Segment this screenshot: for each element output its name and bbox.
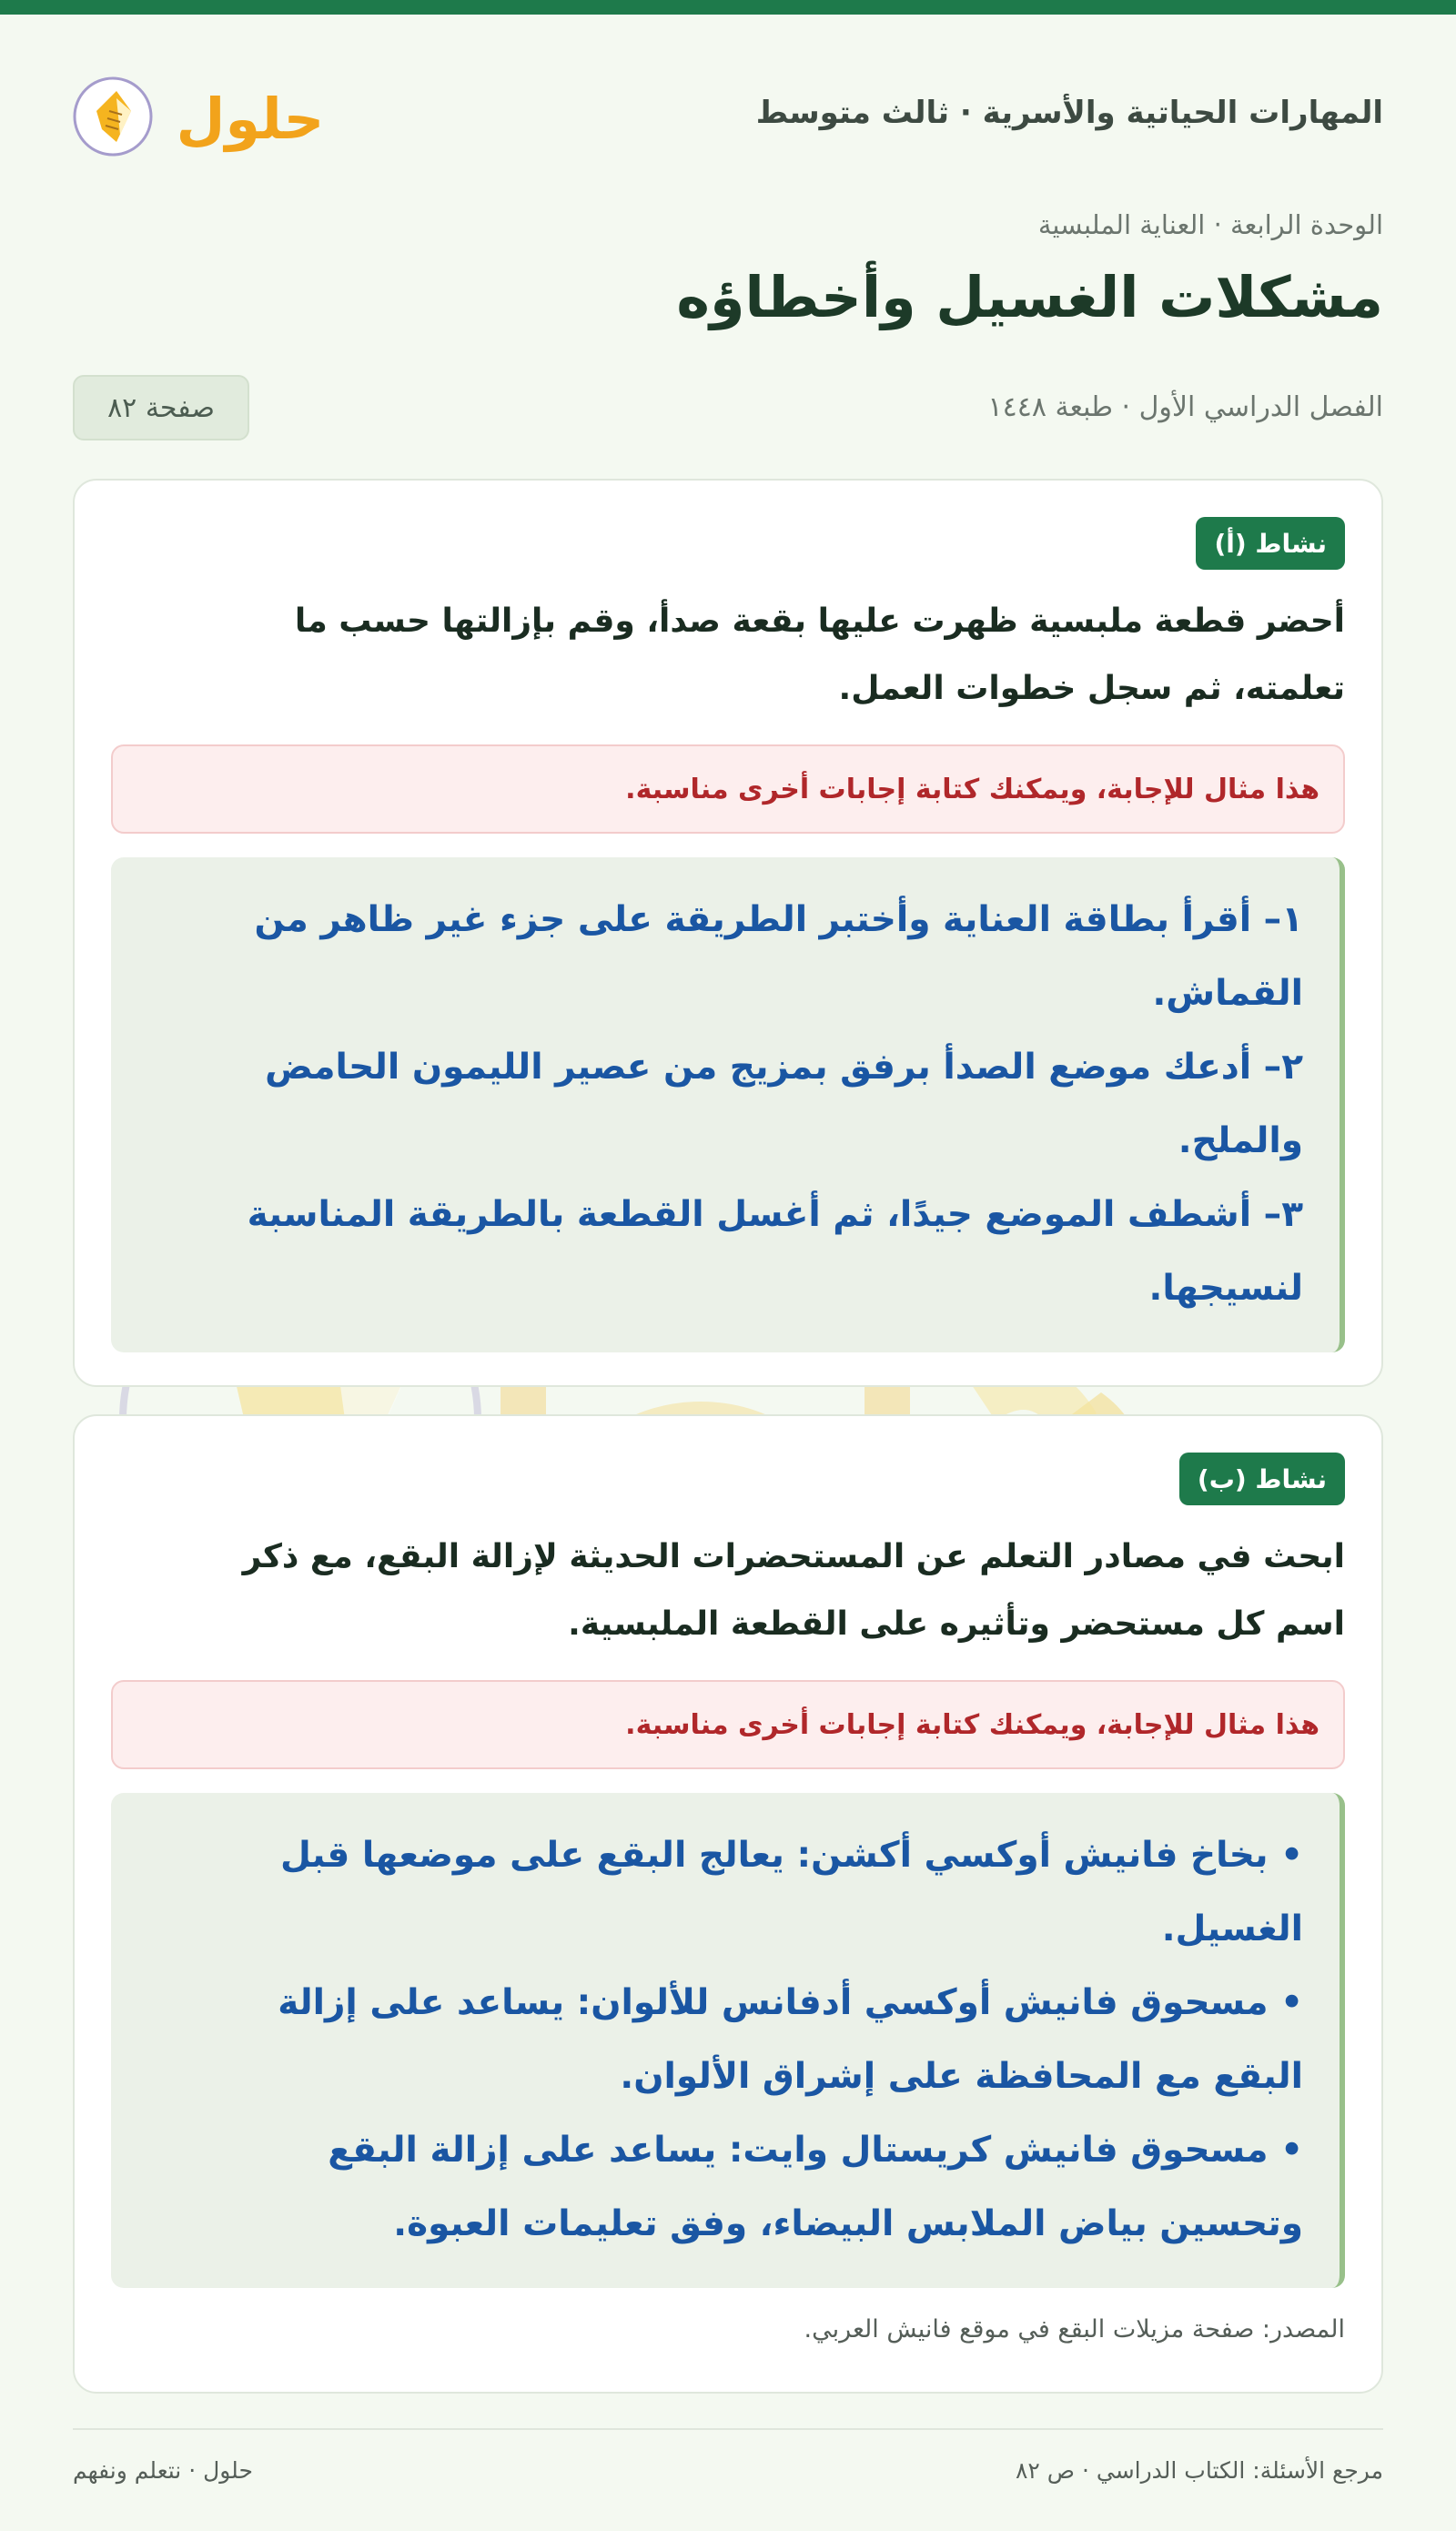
source-citation: المصدر: صفحة مزيلات البقع في موقع فانيش العربي. — [804, 2315, 1345, 2344]
answer-line: البقع مع المحافظة على إشراق الألوان. — [620, 2056, 1303, 2097]
activity-a-answer — [111, 857, 1345, 1352]
answer-line: • مسحوق فانيش كريستال وايت: يساعد على إزالة البقع — [328, 2130, 1303, 2171]
activity-a-question — [111, 588, 1345, 723]
answer-line: ٢– أدعك موضع الصدأ برفق بمزيج من عصير الليمون الحامض — [265, 1047, 1303, 1088]
answer-line: الغسيل. — [1161, 1908, 1303, 1949]
page-number-badge: صفحة ٨٢ — [73, 375, 249, 440]
answer-line: • بخاخ فانيش أوكسي أكشن: يعالج البقع على موضعها قبل — [279, 1835, 1303, 1876]
page-header — [73, 64, 1383, 164]
activity-a-tag: نشاط (أ) — [1196, 517, 1345, 570]
page-title: مشكلات الغسيل وأخطاؤه — [676, 264, 1383, 330]
subject-title: المهارات الحياتية والأسرية · ثالث متوسط — [755, 95, 1383, 131]
edition-label: الفصل الدراسي الأول · طبعة ١٤٤٨ — [987, 391, 1383, 423]
activity-a-card — [73, 479, 1383, 1387]
answer-line: لنسيجها. — [1148, 1268, 1303, 1309]
activity-b-answer — [111, 1793, 1345, 2288]
answer-line: ١– أقرأ بطاقة العناية وأختبر الطريقة على جزء غير ظاهر من — [254, 899, 1303, 940]
logo-text: حلول — [176, 86, 325, 152]
footer-brand: حلول · نتعلم ونفهم — [73, 2457, 253, 2484]
activity-b-tag: نشاط (ب) — [1179, 1453, 1345, 1505]
logo[interactable] — [73, 64, 337, 164]
answer-line: وتحسين بياض الملابس البيضاء، وفق تعليمات العبوة. — [393, 2203, 1303, 2244]
answer-line: ٣– أشطف الموضع جيدًا، ثم أغسل القطعة بالطريقة المناسبة — [247, 1194, 1303, 1235]
activity-a-note: هذا مثال للإجابة، ويمكنك كتابة إجابات أخرى مناسبة. — [111, 744, 1345, 834]
answer-line: • مسحوق فانيش أوكسي أدفانس للألوان: يساعد على إزالة — [278, 1982, 1303, 2023]
question-line: ابحث في مصادر التعلم عن المستحضرات الحديثة لإزالة البقع، مع ذكر — [242, 1538, 1345, 1575]
footer-reference: مرجع الأسئلة: الكتاب الدراسي · ص ٨٢ — [1015, 2457, 1383, 2484]
question-line: أحضر قطعة ملبسية ظهرت عليها بقعة صدأ، وقم بإزالتها حسب ما — [294, 602, 1345, 640]
answer-line: القماش. — [1152, 973, 1303, 1014]
activity-b-note: هذا مثال للإجابة، ويمكنك كتابة إجابات أخرى مناسبة. — [111, 1680, 1345, 1769]
top-accent-bar — [0, 0, 1456, 15]
footer-divider — [73, 2428, 1383, 2430]
question-line: اسم كل مستحضر وتأثيره على القطعة الملبسية. — [568, 1605, 1345, 1643]
activity-b-card — [73, 1414, 1383, 2394]
activity-b-question — [111, 1524, 1345, 1658]
unit-label: الوحدة الرابعة · العناية الملبسية — [1037, 209, 1383, 240]
question-line: تعلمته، ثم سجل خطوات العمل. — [838, 670, 1345, 707]
answer-line: والملح. — [1178, 1120, 1303, 1161]
